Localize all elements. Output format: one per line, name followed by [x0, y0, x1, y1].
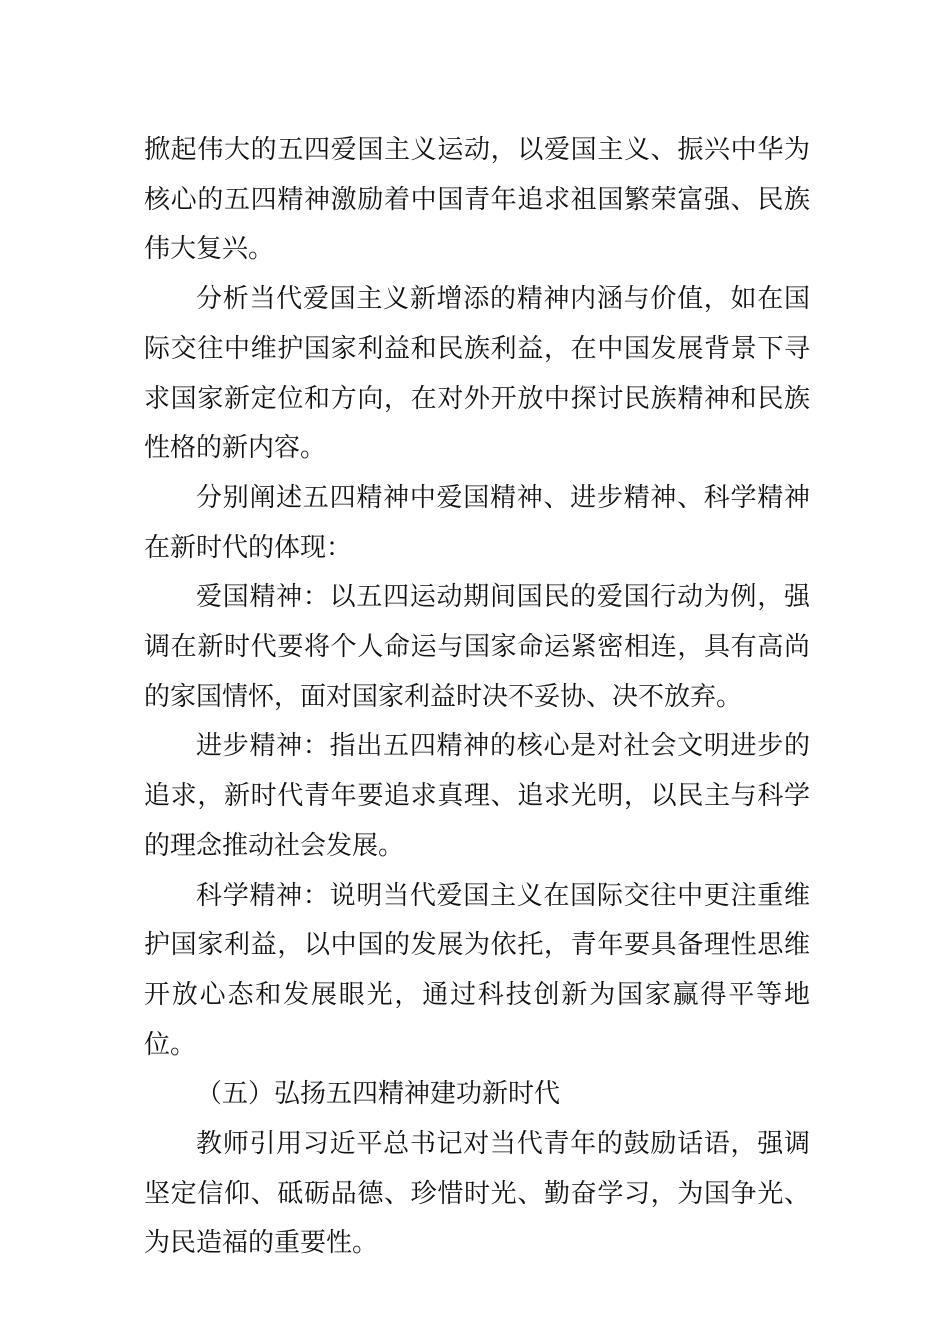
paragraph-scientific-spirit: 科学精神：说明当代爱国主义在国际交往中更注重维护国家利益，以中国的发展为依托，青年要具备理性思维开放心态和发展眼光，通过科技创新为国家赢得平等地位。	[144, 880, 810, 1060]
document-body	[144, 126, 810, 1269]
section-heading-five: （五）弘扬五四精神建功新时代	[196, 1079, 561, 1110]
paragraph-continuation: 掀起伟大的五四爱国主义运动，以爱国主义、振兴中华为核心的五四精神激励着中国青年追求祖国繁荣富强、民族伟大复兴。	[144, 135, 810, 265]
paragraph-progressive-spirit: 进步精神：指出五四精神的核心是对社会文明进步的追求，新时代青年要追求真理、追求光明，以民主与科学的理念推动社会发展。	[144, 731, 810, 861]
paragraph-three-spirits-intro: 分别阐述五四精神中爱国精神、进步精神、科学精神在新时代的体现：	[144, 482, 810, 563]
paragraph-contemporary-patriotism: 分析当代爱国主义新增添的精神内涵与价值，如在国际交往中维护国家利益和民族利益，在中国发展背景下寻求国家新定位和方向，在对外开放中探讨民族精神和民族性格的新内容。	[144, 284, 810, 464]
paragraph-patriotic-spirit: 爱国精神：以五四运动期间国民的爱国行动为例，强调在新时代要将个人命运与国家命运紧密相连，具有高尚的家国情怀，面对国家利益时决不妥协、决不放弃。	[144, 582, 810, 712]
paragraph-teacher-quote: 教师引用习近平总书记对当代青年的鼓励话语，强调坚定信仰、砥砺品德、珍惜时光、勤奋学习，为国争光、为民造福的重要性。	[144, 1129, 810, 1259]
